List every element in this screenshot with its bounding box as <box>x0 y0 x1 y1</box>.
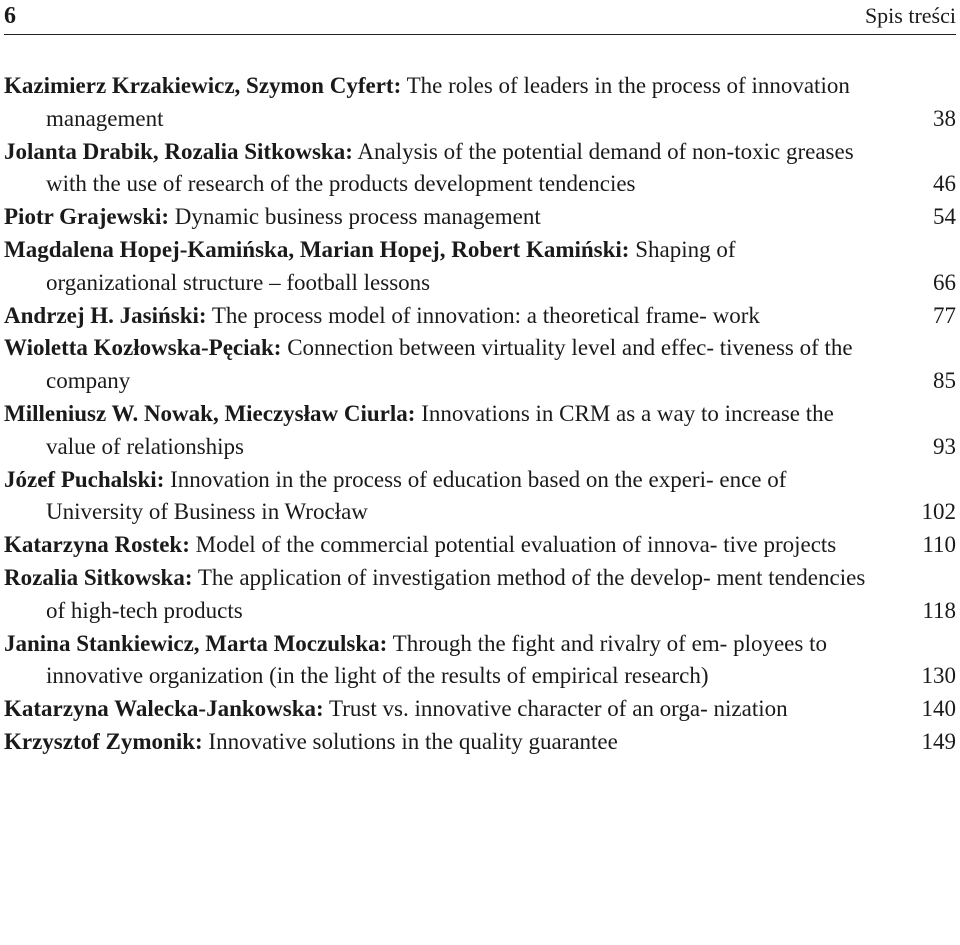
entry-page: 66 <box>933 269 956 295</box>
entry-authors: Rozalia Sitkowska: <box>4 564 193 590</box>
entry-title-end: nization <box>713 696 788 722</box>
toc-entry[interactable] <box>4 628 956 694</box>
entry-page: 130 <box>921 663 956 689</box>
entry-authors: Wioletta Kozłowska-Pęciak: <box>4 335 282 361</box>
page-header <box>4 2 956 35</box>
entry-authors: Piotr Grajewski: <box>4 204 170 230</box>
entry-authors: Janina Stankiewicz, Marta Moczulska: <box>4 630 388 656</box>
entry-authors: Krzysztof Zymonik: <box>4 728 203 754</box>
toc-entry[interactable] <box>4 693 956 726</box>
entry-title-end: of organizational structure – football lessons <box>46 236 736 295</box>
entry-title-end: tive projects <box>723 532 837 558</box>
entry-authors: Katarzyna Walecka-Jankowska: <box>4 696 324 722</box>
entry-page: 38 <box>933 105 956 131</box>
entry-title: Trust vs. innovative character of an orga- <box>323 696 708 722</box>
entry-title-end: ment tendencies of high-tech products <box>46 564 866 623</box>
entry-title: Analysis of the potential demand of non-toxic greases with the use of research of the products development <box>46 138 854 197</box>
entry-authors: Jolanta Drabik, Rozalia Sitkowska: <box>4 138 353 164</box>
entry-title-end: increase the value of relationships <box>46 400 834 459</box>
entry-page: 85 <box>933 368 956 394</box>
entry-title: Model of the commercial potential evaluation of innova- <box>189 532 718 558</box>
entry-title-end: Innovative solutions in the quality guarantee <box>208 728 618 754</box>
entry-authors: Magdalena Hopej-Kamińska, Marian Hopej, Robert Kamiński: <box>4 236 630 262</box>
entry-title: The application of investigation method of the develop- <box>192 564 711 590</box>
entry-page: 102 <box>921 499 956 525</box>
entry-title-end: Dynamic business process management <box>174 204 541 230</box>
entry-page: 118 <box>922 597 956 623</box>
toc-entry[interactable] <box>4 562 956 628</box>
toc-entry[interactable] <box>4 529 956 562</box>
entry-page: 54 <box>933 204 956 230</box>
table-of-contents <box>4 70 956 759</box>
entry-authors: Józef Puchalski: <box>4 466 165 492</box>
toc-entry[interactable] <box>4 332 956 398</box>
running-title: Spis treści <box>864 3 956 28</box>
toc-entry[interactable] <box>4 136 956 202</box>
toc-entry[interactable] <box>4 464 956 530</box>
toc-entry[interactable] <box>4 234 956 300</box>
entry-page: 46 <box>933 171 956 197</box>
toc-entry[interactable] <box>4 726 956 759</box>
entry-page: 110 <box>922 532 956 558</box>
toc-entry[interactable] <box>4 398 956 464</box>
entry-title: Connection between virtuality level and effec- <box>281 335 715 361</box>
entry-title: Shaping <box>629 236 711 262</box>
entry-title-end: ence of University of Business in Wrocław <box>46 466 787 525</box>
entry-title: The process model of innovation: a theoretical frame- <box>206 302 707 328</box>
entry-title: Through the fight and rivalry of em- ployees to innovative organization (in the light of the results of empirical <box>46 630 827 689</box>
toc-entry[interactable] <box>4 300 956 333</box>
entry-authors: Milleniusz W. Nowak, Mieczysław Ciurla: <box>4 400 416 426</box>
entry-page: 77 <box>933 302 956 328</box>
entry-title-end: work <box>712 302 760 328</box>
entry-title-end: tiveness of the company <box>46 335 853 394</box>
entry-title: Innovations in CRM as a way to <box>415 400 719 426</box>
entry-title: The roles of leaders in the process <box>401 73 721 98</box>
entry-page: 140 <box>921 696 956 722</box>
entry-page: 93 <box>933 433 956 459</box>
toc-entry[interactable] <box>4 70 956 136</box>
entry-title-end: tendencies <box>538 171 636 197</box>
entry-title: Innovation in the process of education based on the experi- <box>164 466 714 492</box>
entry-title-end: research) <box>624 663 709 689</box>
toc-entry[interactable] <box>4 201 956 234</box>
page-number: 6 <box>4 3 16 29</box>
entry-page: 149 <box>921 728 956 754</box>
entry-authors: Andrzej H. Jasiński: <box>4 302 207 328</box>
entry-title-end: of innovation management <box>46 73 850 131</box>
entry-authors: Katarzyna Rostek: <box>4 532 190 558</box>
entry-authors: Kazimierz Krzakiewicz, Szymon Cyfert: <box>4 73 402 98</box>
